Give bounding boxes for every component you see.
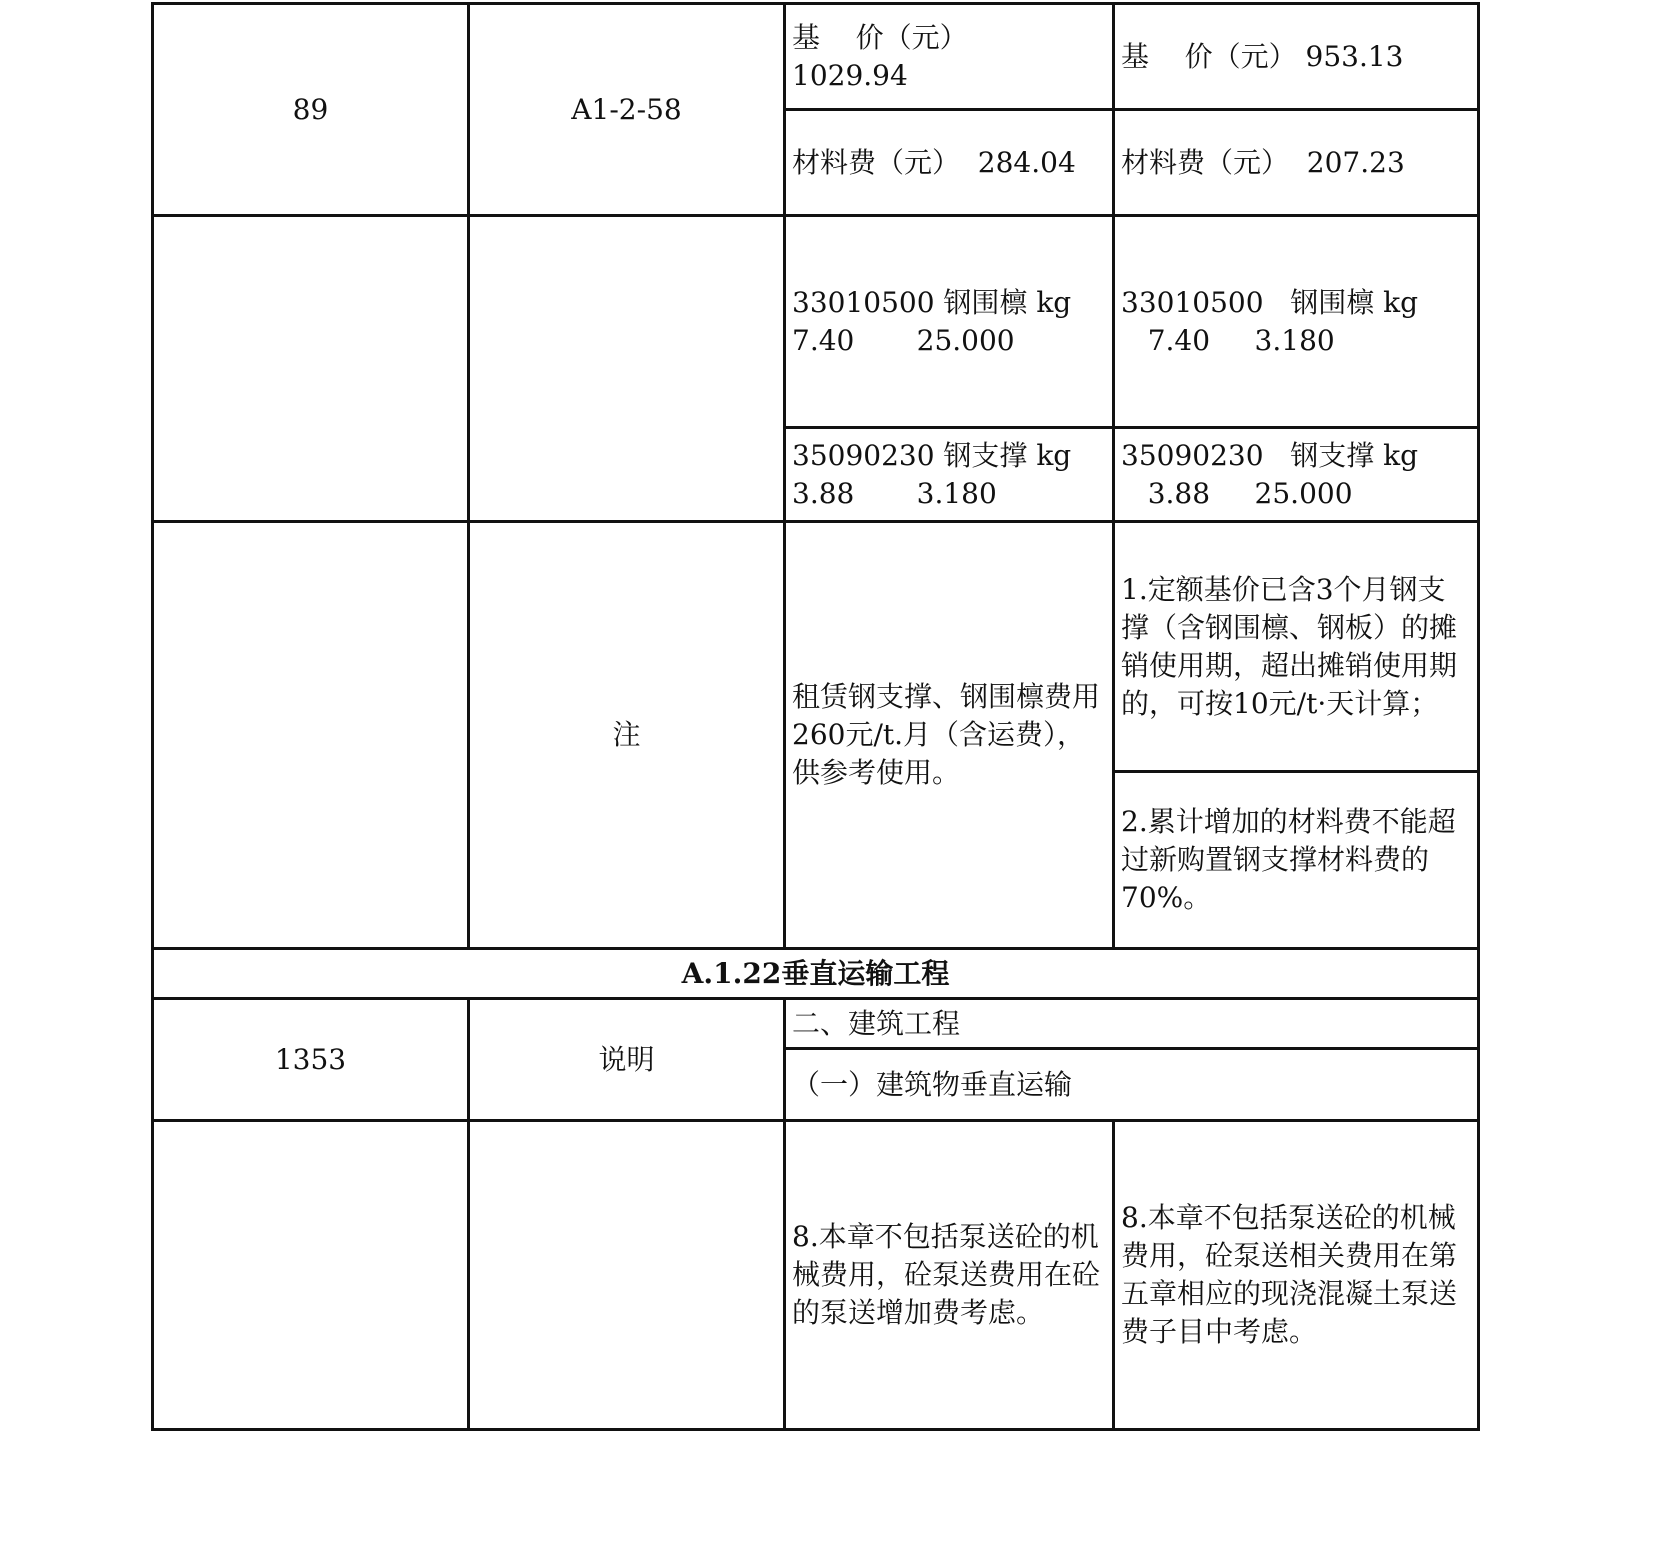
table-row bbox=[153, 999, 1479, 1049]
left-note-text bbox=[785, 522, 1114, 949]
left-note-paragraph: 租赁钢支撑、钢围檩费用260元/t.月（含运费），供参考使用。 bbox=[792, 680, 1101, 789]
right-material-fee-text: 材料费（元） 207.23 bbox=[1121, 145, 1405, 179]
right-brace-item bbox=[1114, 428, 1479, 522]
empty-cell bbox=[469, 1121, 785, 1430]
comparison-table bbox=[151, 2, 1480, 1431]
empty-cell bbox=[469, 216, 785, 522]
right-purlin-line-2: 7.40 3.180 bbox=[1121, 323, 1335, 357]
left-brace-line-1: 35090230 钢支撑 kg bbox=[792, 438, 1072, 472]
right-base-price-text: 基 价（元） 953.13 bbox=[1121, 39, 1404, 73]
right-note-text-2 bbox=[1114, 772, 1479, 949]
right-clause-8 bbox=[1114, 1121, 1479, 1430]
vertical-transport-subheading: （一）建筑物垂直运输 bbox=[785, 1049, 1479, 1121]
left-clause-8 bbox=[785, 1121, 1114, 1430]
left-brace-line-2: 3.88 3.180 bbox=[792, 476, 997, 510]
right-brace-line-2: 3.88 25.000 bbox=[1121, 476, 1353, 510]
left-purlin-line-1: 33010500 钢围檩 kg bbox=[792, 285, 1072, 319]
explanation-label: 说明 bbox=[469, 999, 785, 1121]
right-material-fee bbox=[1114, 110, 1479, 216]
right-note-paragraph-2: 2.累计增加的材料费不能超过新购置钢支撑材料费的70%。 bbox=[1121, 805, 1456, 914]
note-label: 注 bbox=[469, 522, 785, 949]
right-base-price bbox=[1114, 4, 1479, 110]
empty-cell bbox=[153, 216, 469, 522]
section-title: A.1.22垂直运输工程 bbox=[153, 949, 1479, 999]
left-base-price-label: 基 价（元） bbox=[792, 20, 968, 54]
left-clause-8-text: 8.本章不包括泵送砼的机械费用，砼泵送费用在砼的泵送增加费考虑。 bbox=[792, 1220, 1101, 1329]
right-clause-8-text: 8.本章不包括泵送砼的机械费用，砼泵送相关费用在第五章相应的现浇混凝土泵送费子目中考虑。 bbox=[1121, 1201, 1458, 1348]
right-brace-line-1: 35090230 钢支撑 kg bbox=[1121, 438, 1419, 472]
right-note-paragraph-1: 1.定额基价已含3个月钢支撑（含钢围檩、钢板）的摊销使用期，超出摊销使用期的，可按10元/t·天计算； bbox=[1121, 572, 1458, 720]
left-purlin-line-2: 7.40 25.000 bbox=[792, 323, 1015, 357]
row-number: 89 bbox=[153, 4, 469, 216]
left-material-fee-text: 材料费（元） 284.04 bbox=[792, 145, 1076, 179]
empty-cell bbox=[153, 522, 469, 949]
building-works-heading: 二、建筑工程 bbox=[785, 999, 1479, 1049]
empty-cell bbox=[153, 1121, 469, 1430]
table-row bbox=[153, 1121, 1479, 1430]
right-purlin-line-1: 33010500 钢围檩 kg bbox=[1121, 285, 1419, 319]
table-row bbox=[153, 4, 1479, 110]
left-purlin-item bbox=[785, 216, 1114, 428]
row-number: 1353 bbox=[153, 999, 469, 1121]
table-row bbox=[153, 216, 1479, 428]
right-note-text-1 bbox=[1114, 522, 1479, 772]
left-brace-item bbox=[785, 428, 1114, 522]
table-row bbox=[153, 522, 1479, 772]
section-header-row bbox=[153, 949, 1479, 999]
left-material-fee bbox=[785, 110, 1114, 216]
left-base-price-value: 1029.94 bbox=[792, 58, 908, 92]
right-purlin-item bbox=[1114, 216, 1479, 428]
quota-code: A1-2-58 bbox=[469, 4, 785, 216]
left-base-price bbox=[785, 4, 1114, 110]
